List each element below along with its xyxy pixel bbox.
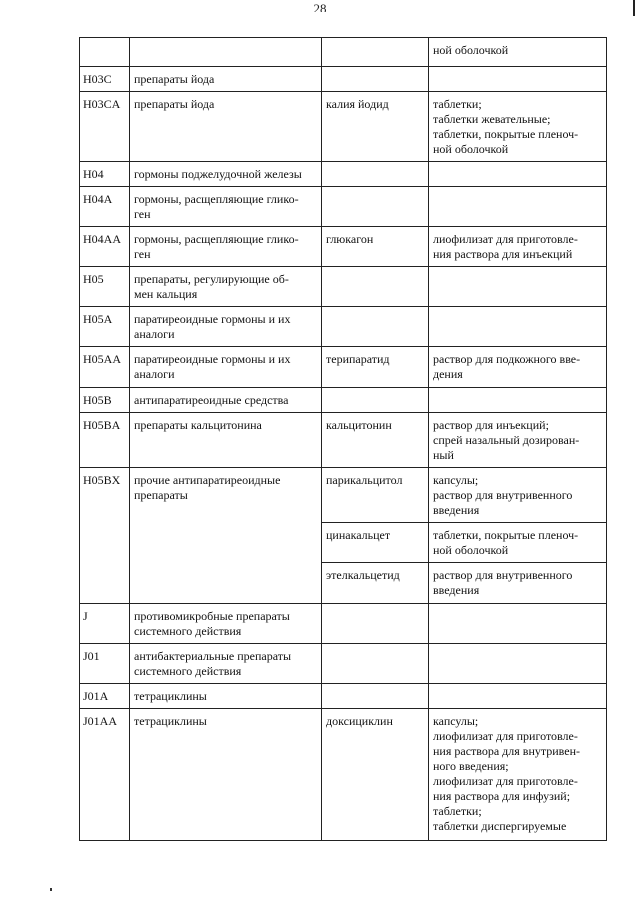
group-name-cell: гормоны поджелудочной железы [130, 162, 322, 187]
table-row [80, 38, 607, 67]
dosage-form-cell [429, 644, 607, 684]
group-name-cell [130, 38, 322, 67]
table-row [80, 92, 607, 162]
table-row [80, 413, 607, 468]
table-row [80, 227, 607, 267]
atc-code-cell: H05A [80, 307, 130, 347]
table-row [80, 162, 607, 187]
drug-name-cell: парикальцитол [322, 468, 429, 523]
group-name-cell: гормоны, расщепляющие глико- ген [130, 187, 322, 227]
table-row [80, 604, 607, 644]
drug-name-cell: этелкальцетид [322, 563, 429, 604]
table-row [80, 468, 607, 523]
dosage-form-cell: таблетки; таблетки жевательные; таблетки, покрытые пленоч- ной оболочкой [429, 92, 607, 162]
table-row [80, 267, 607, 307]
drug-table [79, 37, 607, 841]
group-name-cell: прочие антипаратиреоидные препараты [130, 468, 322, 604]
atc-code-cell: H03CA [80, 92, 130, 162]
dosage-form-cell [429, 604, 607, 644]
atc-code-cell: H04AA [80, 227, 130, 267]
drug-name-cell [322, 307, 429, 347]
group-name-cell: тетрациклины [130, 709, 322, 841]
drug-name-cell [322, 187, 429, 227]
group-name-cell: антибактериальные препараты системного действия [130, 644, 322, 684]
edge-mark [633, 0, 635, 16]
drug-name-cell [322, 267, 429, 307]
atc-code-cell: J01AA [80, 709, 130, 841]
atc-code-cell: H05AA [80, 347, 130, 388]
dosage-form-cell: капсулы; раствор для внутривенного введения [429, 468, 607, 523]
dosage-form-cell [429, 67, 607, 92]
drug-name-cell [322, 604, 429, 644]
drug-name-cell: цинакальцет [322, 523, 429, 563]
drug-name-cell: доксициклин [322, 709, 429, 841]
dosage-form-cell: лиофилизат для приготовле- ния раствора для инъекций [429, 227, 607, 267]
dosage-form-cell [429, 267, 607, 307]
atc-code-cell: H05BX [80, 468, 130, 604]
atc-code-cell: J [80, 604, 130, 644]
atc-code-cell: J01A [80, 684, 130, 709]
group-name-cell: препараты йода [130, 92, 322, 162]
drug-name-cell [322, 67, 429, 92]
atc-code-cell: J01 [80, 644, 130, 684]
atc-code-cell [80, 38, 130, 67]
group-name-cell: препараты йода [130, 67, 322, 92]
drug-name-cell [322, 38, 429, 67]
atc-code-cell: H05BA [80, 413, 130, 468]
drug-name-cell [322, 684, 429, 709]
dosage-form-cell: капсулы; лиофилизат для приготовле- ния раствора для внутривен- ного введения; лиофилизат для приготовле- ния раствора для инфузий; таблетки; таблетки диспергируемые [429, 709, 607, 841]
margin-mark [50, 888, 52, 891]
drug-name-cell: глюкагон [322, 227, 429, 267]
group-name-cell: тетрациклины [130, 684, 322, 709]
dosage-form-cell [429, 307, 607, 347]
table-row [80, 684, 607, 709]
atc-code-cell: H03C [80, 67, 130, 92]
table-row [80, 347, 607, 388]
drug-name-cell: терипаратид [322, 347, 429, 388]
dosage-form-cell: таблетки, покрытые пленоч- ной оболочкой [429, 523, 607, 563]
group-name-cell: препараты кальцитонина [130, 413, 322, 468]
drug-name-cell: калия йодид [322, 92, 429, 162]
table-row [80, 709, 607, 841]
table-row [80, 388, 607, 413]
group-name-cell: противомикробные препараты системного действия [130, 604, 322, 644]
table-row [80, 67, 607, 92]
dosage-form-cell: раствор для подкожного вве- дения [429, 347, 607, 388]
dosage-form-cell: раствор для внутривенного введения [429, 563, 607, 604]
atc-code-cell: H04A [80, 187, 130, 227]
group-name-cell: препараты, регулирующие об- мен кальция [130, 267, 322, 307]
group-name-cell: антипаратиреоидные средства [130, 388, 322, 413]
group-name-cell: гормоны, расщепляющие глико- ген [130, 227, 322, 267]
table-row [80, 644, 607, 684]
dosage-form-cell [429, 684, 607, 709]
dosage-form-cell: раствор для инъекций; спрей назальный дозирован- ный [429, 413, 607, 468]
drug-name-cell [322, 644, 429, 684]
table-row [80, 307, 607, 347]
page-number: 28 [313, 2, 327, 12]
table-row [80, 187, 607, 227]
dosage-form-cell [429, 162, 607, 187]
group-name-cell: паратиреоидные гормоны и их аналоги [130, 347, 322, 388]
drug-name-cell: кальцитонин [322, 413, 429, 468]
dosage-form-cell [429, 388, 607, 413]
group-name-cell: паратиреоидные гормоны и их аналоги [130, 307, 322, 347]
atc-code-cell: H04 [80, 162, 130, 187]
drug-name-cell [322, 388, 429, 413]
drug-name-cell [322, 162, 429, 187]
dosage-form-cell [429, 187, 607, 227]
atc-code-cell: H05 [80, 267, 130, 307]
atc-code-cell: H05B [80, 388, 130, 413]
dosage-form-cell: ной оболочкой [429, 38, 607, 67]
